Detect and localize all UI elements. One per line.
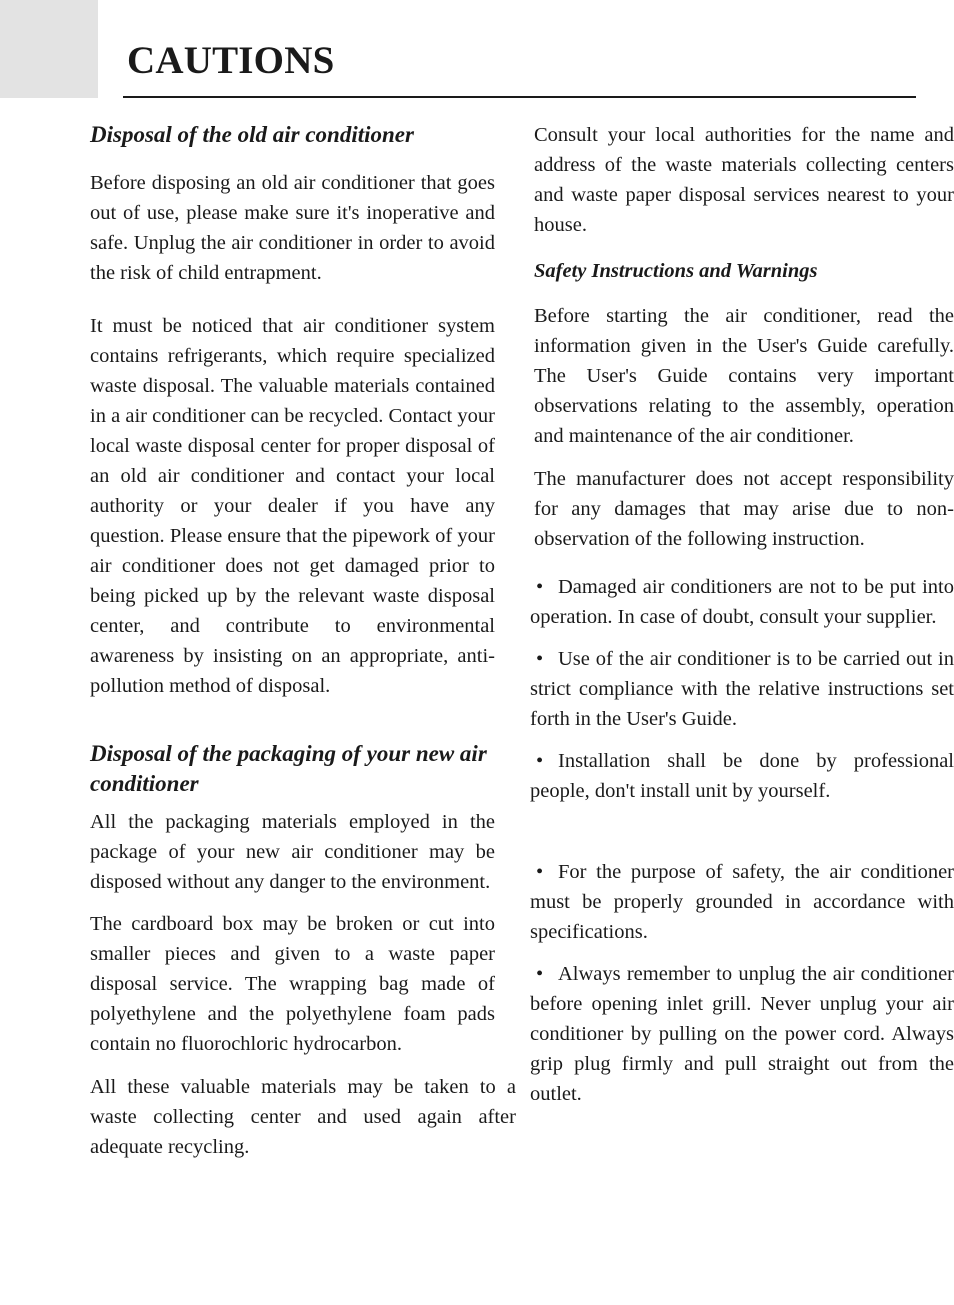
- old-disposal-paragraph-2: It must be noticed that air conditioner system contains refrigerants, which require specialized waste disposal. The valuable materials contained in a air conditioner can be recycled. Contact your local waste disposal center for proper disposal of an old air conditioner and contact your local authority or your dealer if you have any question. Please ensure that the pipework of your air conditioner does not get damaged prior to being picked up by the relevant waste disposal center, and contribute to environmental awareness by insisting on an appropriate, anti-pollution method of disposal.: [90, 315, 495, 697]
- corner-tab: [0, 0, 98, 98]
- packaging-paragraph-3: All these valuable materials may be taken to a waste collecting center and used again after adequate recycling.: [90, 1076, 516, 1158]
- bullet-text: Always remember to unplug the air conditioner before opening inlet grill. Never unplug your air conditioner by pulling on the power cord. Always grip plug firmly and pull straight out from the outlet.: [530, 963, 954, 1105]
- bullet-dot-icon: •: [536, 963, 544, 985]
- section-heading-packaging-disposal: Disposal of the packaging of your new air conditioner: [90, 741, 487, 796]
- safety-bullet-5: [530, 959, 954, 1109]
- safety-paragraph-1: Before starting the air conditioner, read the information given in the User's Guide carefully. The User's Guide contains very important observations relating to the assembly, operation and maintenance of the air conditioner.: [534, 305, 954, 447]
- packaging-paragraph-2: The cardboard box may be broken or cut into smaller pieces and given to a waste paper disposal service. The wrapping bag made of polyethylene and the polyethylene foam pads contain no fluorochloric hydrocarbon.: [90, 913, 495, 1055]
- bullet-text: Installation shall be done by professional people, don't install unit by yourself.: [530, 750, 954, 802]
- old-disposal-paragraph-1: Before disposing an old air conditioner that goes out of use, please make sure it's inoperative and safe. Unplug the air conditioner in order to avoid the risk of child entrapment.: [90, 172, 495, 284]
- safety-paragraph-2: The manufacturer does not accept responsibility for any damages that may arise due to non-observation of the following instruction.: [534, 468, 954, 550]
- bullet-dot-icon: •: [536, 648, 544, 670]
- bullet-text: Damaged air conditioners are not to be put into operation. In case of doubt, consult your supplier.: [530, 576, 954, 628]
- bullet-dot-icon: •: [536, 861, 544, 883]
- safety-bullet-3: [530, 746, 954, 806]
- safety-bullet-1: [530, 572, 954, 632]
- packaging-paragraph-1: All the packaging materials employed in the package of your new air conditioner may be disposed without any danger to the environment.: [90, 811, 495, 893]
- left-column: [90, 120, 516, 1162]
- right-column: [530, 120, 954, 1109]
- local-authorities-paragraph: Consult your local authorities for the name and address of the waste materials collecting centers and waste paper disposal services nearest to your house.: [534, 124, 954, 236]
- bullet-text: For the purpose of safety, the air conditioner must be properly grounded in accordance with specifications.: [530, 861, 954, 943]
- page-title: CAUTIONS: [127, 39, 335, 82]
- safety-bullet-2: [530, 644, 954, 734]
- bullet-dot-icon: •: [536, 750, 544, 772]
- safety-bullet-4: [530, 857, 954, 947]
- bullet-dot-icon: •: [536, 576, 544, 598]
- bullet-text: Use of the air conditioner is to be carried out in strict compliance with the relative instructions set forth in the User's Guide.: [530, 648, 954, 730]
- title-divider: [123, 96, 916, 98]
- section-heading-safety: Safety Instructions and Warnings: [534, 260, 818, 282]
- section-heading-old-disposal: Disposal of the old air conditioner: [90, 122, 414, 147]
